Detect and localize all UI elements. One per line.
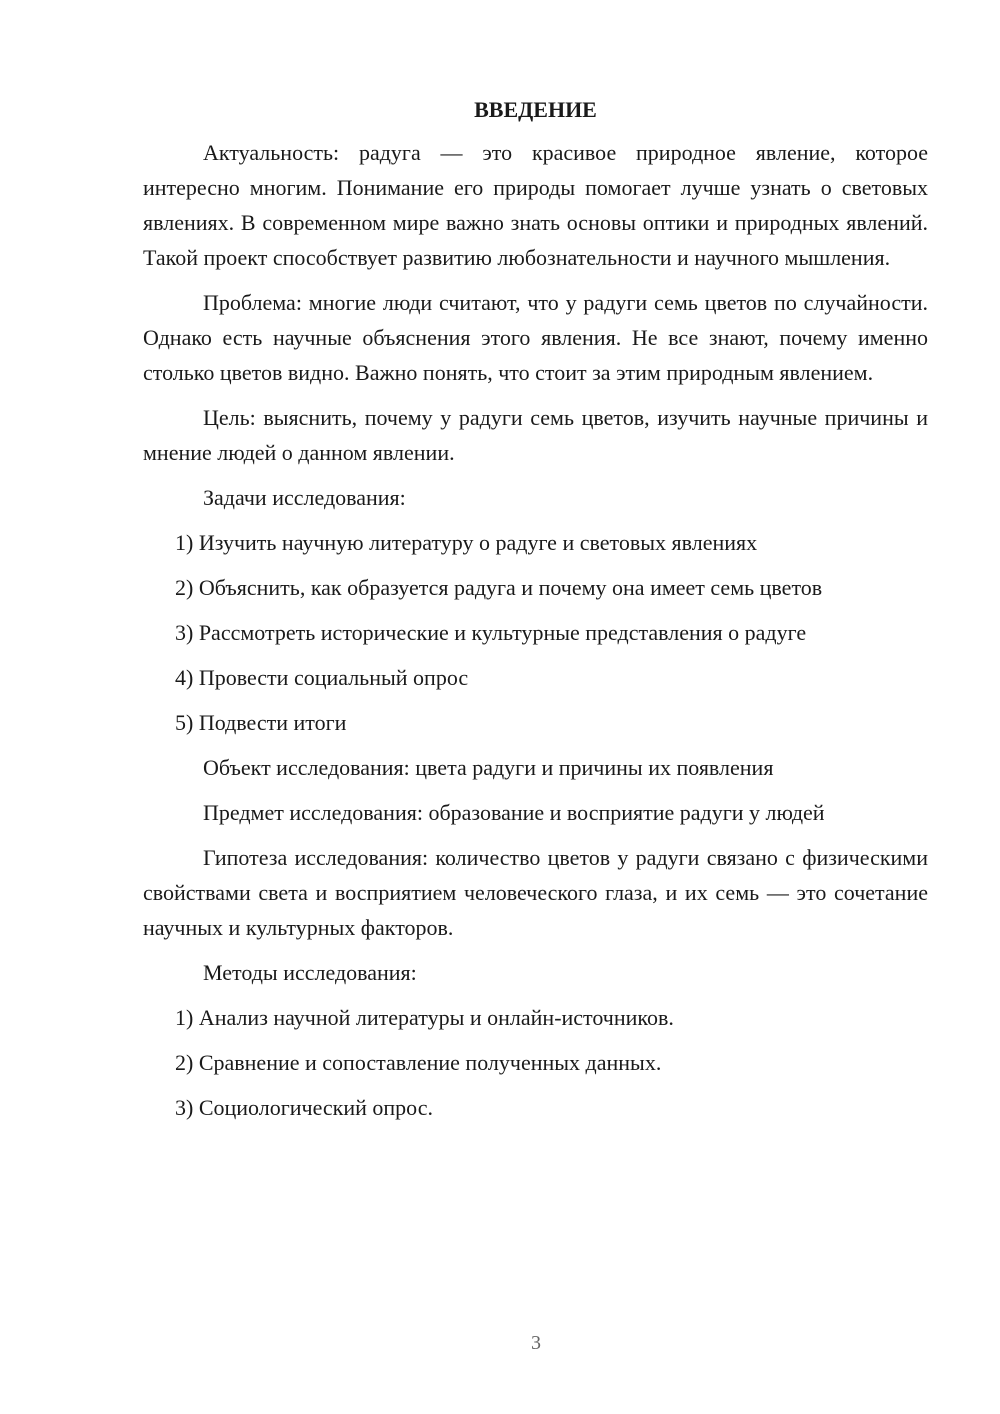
hypothesis-paragraph: Гипотеза исследования: количество цветов у радуги связано с физическими свойствами света и восприятием человеческого глаза, и их семь — это сочетание научных и культурных факторов. [143,845,928,940]
relevance-paragraph: Актуальность: радуга — это красивое природное явление, которое интересно многим. Понимание его природы помогает лучше узнать о световых явлениях. В современном мире важно знать основы оптики и природных явлений. Такой проект способствует развитию любознательности и научного мышления. [143,140,928,270]
methods-heading: Методы исследования: [203,960,417,985]
method-item: 2) Сравнение и сопоставление полученных данных. [175,1050,662,1075]
section-title: ВВЕДЕНИЕ [474,97,597,122]
task-item: 3) Рассмотреть исторические и культурные представления о радуге [175,620,807,645]
research-subject: Предмет исследования: образование и восприятие радуги у людей [203,800,825,825]
page-number: 3 [531,1332,541,1354]
problem-paragraph: Проблема: многие люди считают, что у радуги семь цветов по случайности. Однако есть научные объяснения этого явления. Не все знают, почему именно столько цветов видно. Важно понять, что стоит за этим природным явлением. [143,290,928,385]
task-item: 1) Изучить научную литературу о радуге и световых явлениях [175,530,758,555]
task-item: 4) Провести социальный опрос [175,665,469,690]
method-item: 3) Социологический опрос. [175,1095,433,1120]
research-object: Объект исследования: цвета радуги и причины их появления [203,755,774,780]
method-item: 1) Анализ научной литературы и онлайн-источников. [175,1005,674,1030]
tasks-heading: Задачи исследования: [203,485,406,510]
task-item: 2) Объяснить, как образуется радуга и почему она имеет семь цветов [175,575,823,600]
task-item: 5) Подвести итоги [175,710,347,735]
page-content [143,96,928,1135]
goal-paragraph: Цель: выяснить, почему у радуги семь цветов, изучить научные причины и мнение людей о данном явлении. [143,405,928,465]
